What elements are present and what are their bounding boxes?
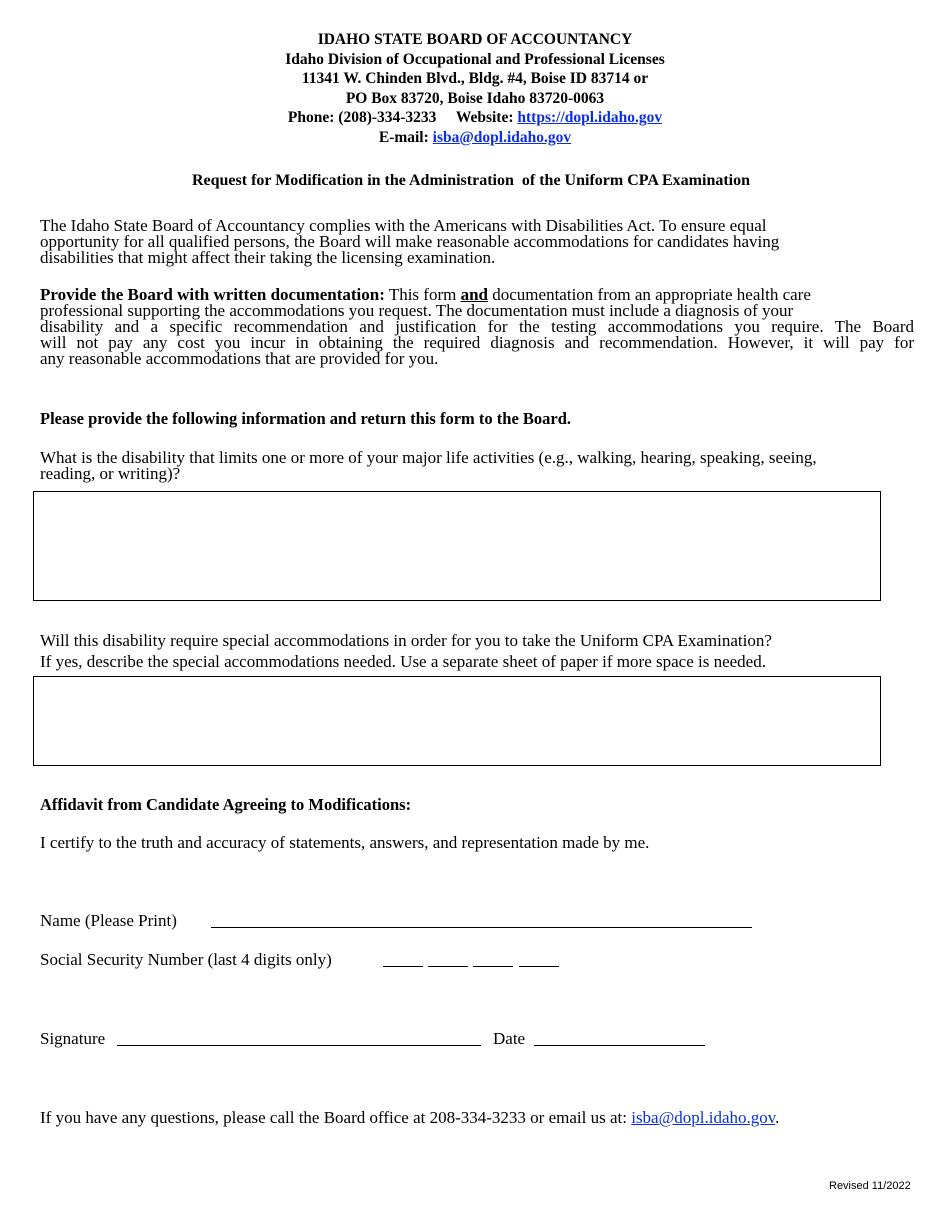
contact-line <box>0 108 950 128</box>
certify-statement: I certify to the truth and accuracy of statements, answers, and representation made by me. <box>40 833 650 852</box>
phone-number: Phone: (208)-334-3233 <box>287 109 437 127</box>
board-name: IDAHO STATE BOARD OF ACCOUNTANCY <box>317 31 633 48</box>
website-link[interactable]: https://dopl.idaho.gov <box>517 109 663 127</box>
name-label: Name (Please Print) <box>40 911 177 930</box>
date-line[interactable] <box>534 1045 705 1046</box>
documentation-line-2: professional supporting the accommodations you request. The documentation must include a diagnosis of your <box>40 301 794 320</box>
documentation-and: and <box>460 285 489 304</box>
intro-line-1: The Idaho State Board of Accountancy complies with the Americans with Disabilities Act. To ensure equal <box>40 216 767 235</box>
question-1-line-1: What is the disability that limits one or more of your major life activities (e.g., walking, hearing, speaking, seeing, <box>40 448 817 467</box>
question-1-line-2: reading, or writing)? <box>40 464 181 483</box>
email-line <box>0 128 950 148</box>
documentation-text-b: documentation from an appropriate health care <box>492 285 811 304</box>
date-label: Date <box>493 1029 526 1048</box>
documentation-paragraph <box>40 287 914 367</box>
intro-line-2: opportunity for all qualified persons, the Board will make reasonable accommodations for candidates having <box>40 232 780 251</box>
name-input-line[interactable] <box>211 927 752 928</box>
revision-date: Revised 11/2022 <box>829 1180 911 1192</box>
ssn-digit-4-line[interactable] <box>519 966 559 967</box>
email-label: E-mail: <box>378 128 429 146</box>
letterhead <box>0 30 950 148</box>
ssn-digit-3-line[interactable] <box>473 966 513 967</box>
footer-email-link[interactable]: isba@dopl.idaho.gov <box>631 1108 776 1127</box>
question-2 <box>40 630 914 672</box>
division-name: Idaho Division of Occupational and Professional Licenses <box>285 50 665 68</box>
ssn-digit-1-line[interactable] <box>383 966 423 967</box>
header-email-link[interactable]: isba@dopl.idaho.gov <box>432 128 572 146</box>
question-1 <box>40 450 914 482</box>
street-address: 11341 W. Chinden Blvd., Bldg. #4, Boise ID 83714 or <box>301 70 649 88</box>
documentation-line-5: any reasonable accommodations that are provided for you. <box>40 349 439 368</box>
contact-statement <box>40 1108 779 1128</box>
website-label: Website: <box>455 109 514 127</box>
documentation-line-3: disability and a specific recommendation and justification for the testing accommodations you require. The Board <box>40 317 914 336</box>
ssn-digit-2-line[interactable] <box>428 966 468 967</box>
signature-label: Signature <box>40 1029 106 1048</box>
ssn-label: Social Security Number (last 4 digits only) <box>40 950 332 969</box>
instructions-heading: Please provide the following information and return this form to the Board. <box>40 409 572 428</box>
question-2-line-2: If yes, describe the special accommodations needed. Use a separate sheet of paper if more space is needed. <box>40 652 766 671</box>
accommodations-answer-box[interactable] <box>33 676 881 766</box>
documentation-text-a: This form <box>388 285 457 304</box>
intro-paragraph <box>40 218 914 266</box>
contact-text: If you have any questions, please call the Board office at 208-334-3233 or email us at: <box>40 1108 627 1127</box>
affidavit-heading: Affidavit from Candidate Agreeing to Modifications: <box>40 795 412 814</box>
documentation-line-4: will not pay any cost you incur in obtaining the required diagnosis and recommendation. However, it will pay for <box>40 333 914 352</box>
form-title: Request for Modification in the Administration of the Uniform CPA Examination <box>191 172 751 189</box>
documentation-heading: Provide the Board with written documentation: <box>40 285 385 304</box>
contact-period: . <box>775 1108 780 1127</box>
signature-line[interactable] <box>117 1045 481 1046</box>
disability-answer-box[interactable] <box>33 491 881 601</box>
question-2-line-1: Will this disability require special accommodations in order for you to take the Uniform CPA Examination? <box>40 631 772 650</box>
intro-line-3: disabilities that might affect their taking the licensing examination. <box>40 248 496 267</box>
po-box-address: PO Box 83720, Boise Idaho 83720-0063 <box>345 89 605 107</box>
